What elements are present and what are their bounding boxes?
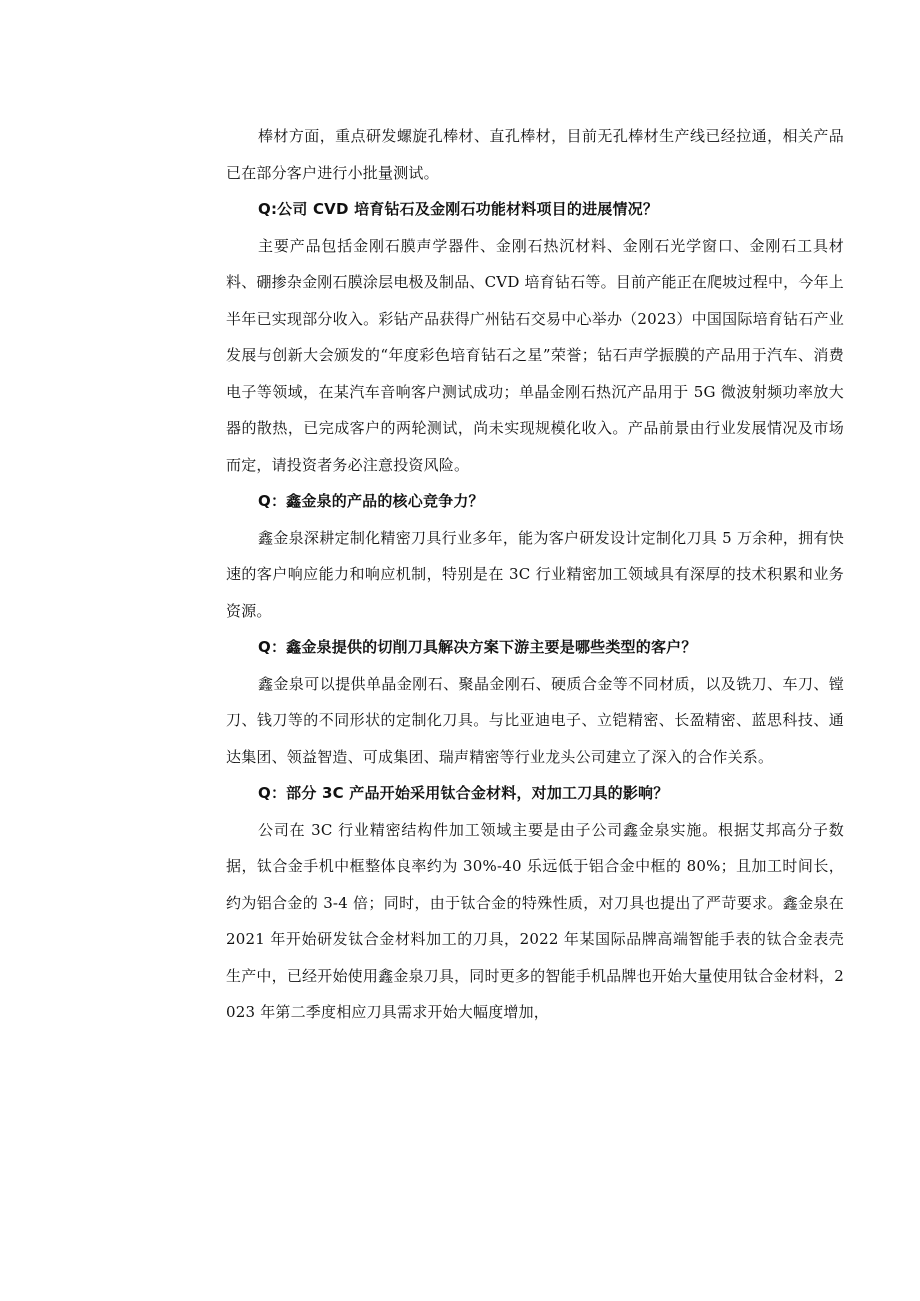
paragraph-cvd-diamond-answer: 主要产品包括金刚石膜声学器件、金刚石热沉材料、金刚石光学窗口、金刚石工具材料、硼掺杂金刚石膜涂层电极及制品、CVD 培育钻石等。目前产能正在爬坡过程中，今年上半年已实现部分收入。彩钻产品获得广州钻石交易中心举办（2023）中国国际培育钻石产业发展与创新大会颁发的“年度彩色培育钻石之星”荣誉；钻石声学振膜的产品用于汽车、消费电子等领域，在某汽车音响客户测试成功；单晶金刚石热沉产品用于 5G 微波射频功率放大器的散热，已完成客户的两轮测试，尚未实现规模化收入。产品前景由行业发展情况及市场而定，请投资者务必注意投资风险。 (226, 236, 844, 474)
paragraph-downstream-customers-answer: 鑫金泉可以提供单晶金刚石、聚晶金刚石、硬质合金等不同材质，以及铣刀、车刀、镗刀、钱刀等的不同形状的定制化刀具。与比亚迪电子、立铠精密、长盈精密、蓝思科技、通达集团、领益智造、可成集团、瑞声精密等行业龙头公司建立了深入的合作关系。 (226, 674, 844, 766)
paragraph-bar-materials: 棒材方面，重点研发螺旋孔棒材、直孔棒材，目前无孔棒材生产线已经拉通，相关产品已在部分客户进行小批量测试。 (226, 127, 844, 182)
question-cvd-diamond: Q:公司 CVD 培育钻石及金刚石功能材料项目的进展情况？ (258, 200, 659, 218)
document-body (226, 118, 844, 1031)
question-downstream-customers: Q：鑫金泉提供的切削刀具解决方案下游主要是哪些类型的客户？ (258, 638, 697, 656)
question-titanium-alloy: Q：部分 3C 产品开始采用钛合金材料，对加工刀具的影响？ (258, 784, 669, 802)
question-core-competitiveness: Q：鑫金泉的产品的核心竞争力？ (258, 492, 484, 510)
paragraph-titanium-alloy-answer: 公司在 3C 行业精密结构件加工领域主要是由子公司鑫金泉实施。根据艾邦高分子数据，钛合金手机中框整体良率约为 30%-40 乐远低于铝合金中框的 80%；且加工时间长，约为铝合金的 3-4 倍；同时，由于钛合金的特殊性质，对刀具也提出了严苛要求。鑫金泉在 2021 年开始研发钛合金材料加工的刀具，2022 年某国际品牌高端智能手表的钛合金表壳生产中，已经开始使用鑫金泉刀具，同时更多的智能手机品牌也开始大量使用钛合金材料，2023 年第二季度相应刀具需求开始大幅度增加， (226, 820, 844, 1021)
paragraph-core-competitiveness-answer: 鑫金泉深耕定制化精密刀具行业多年，能为客户研发设计定制化刀具 5 万余种，拥有快速的客户响应能力和响应机制，特别是在 3C 行业精密加工领域具有深厚的技术积累和业务资源。 (226, 528, 844, 620)
